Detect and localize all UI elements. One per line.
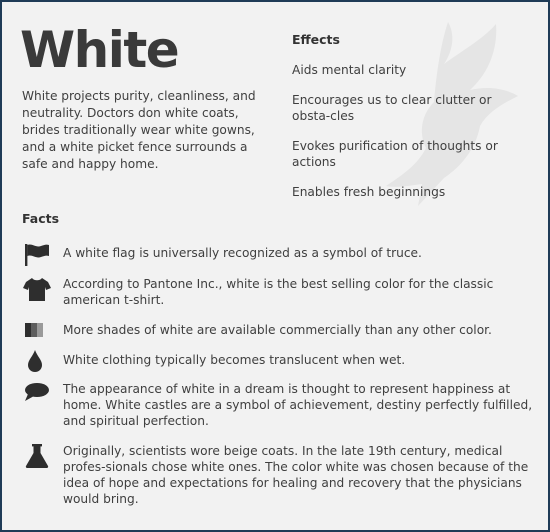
intro-paragraph: White projects purity, cleanliness, and neutrality. Doctors don white coats, brides traditionally wear white gowns, and a white picket fence surrounds a safe and happy home. — [22, 89, 256, 171]
effects-heading: Effects — [292, 32, 340, 47]
effects-list — [292, 62, 532, 214]
fact-text: The appearance of white in a dream is thought to represent happiness at home. White castles are a symbol of achievement, destiny perfectly fulfilled, and spiritual perfection. — [63, 382, 533, 428]
fact-text: Originally, scientists wore beige coats. In the late 19th century, medical profes-sionals chose white ones. The color white was chosen because of the idea of hope and expectations for healing and recovery that the physicians would bring. — [63, 444, 529, 506]
color-swatches-icon — [22, 319, 52, 345]
flag-icon — [22, 242, 52, 268]
speech-bubble-icon — [22, 381, 52, 407]
water-drop-icon — [22, 348, 52, 374]
t-shirt-icon — [22, 276, 52, 302]
facts-heading: Facts — [22, 211, 60, 226]
fact-text: White clothing typically becomes translucent when wet. — [63, 353, 406, 367]
page-title: White — [20, 21, 179, 79]
effect-item: Enables fresh beginnings — [292, 185, 446, 199]
flask-icon — [22, 443, 52, 469]
fact-text: A white flag is universally recognized as a symbol of truce. — [63, 246, 422, 260]
effect-item: Aids mental clarity — [292, 63, 407, 77]
fact-text: According to Pantone Inc., white is the best selling color for the classic american t-shirt. — [63, 277, 494, 307]
fact-text: More shades of white are available commercially than any other color. — [63, 323, 492, 337]
effect-item: Evokes purification of thoughts or actions — [292, 139, 498, 169]
effect-item: Encourages us to clear clutter or obsta-cles — [292, 93, 492, 123]
